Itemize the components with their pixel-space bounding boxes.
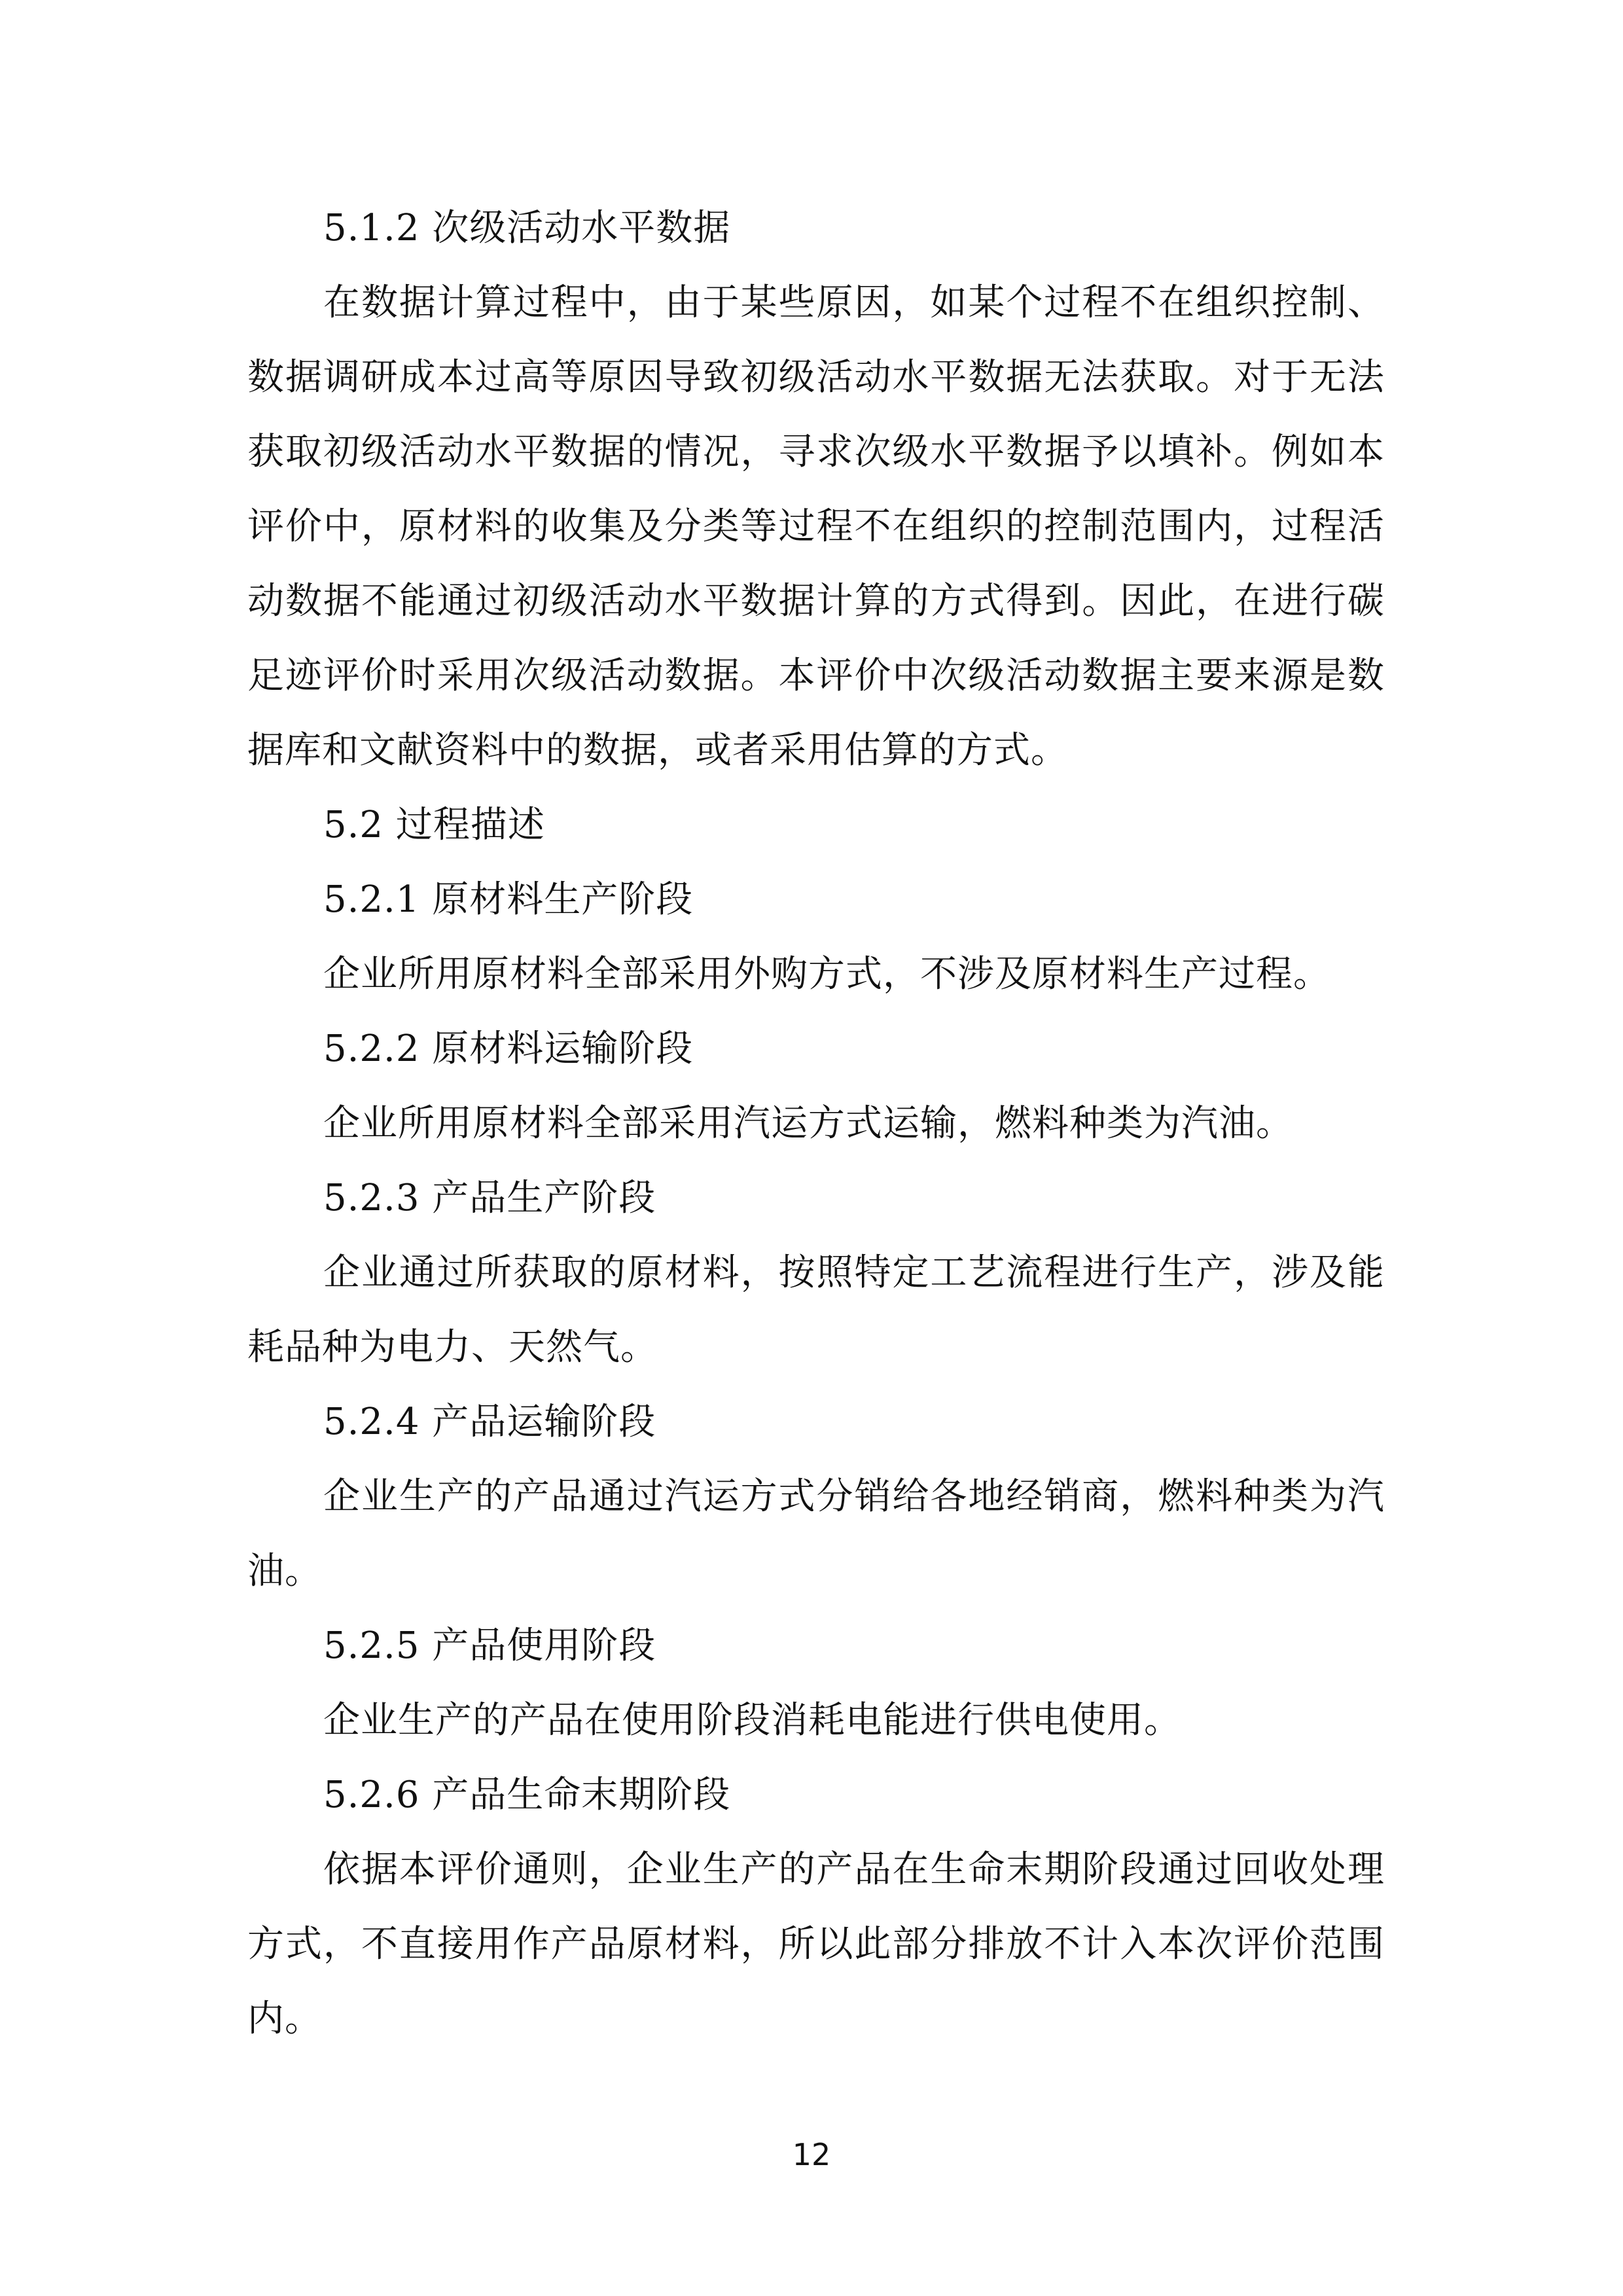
paragraph-product-use: 企业生产的产品在使用阶段消耗电能进行供电使用。 bbox=[323, 1699, 1181, 1742]
paragraph-end-of-life: 依据本评价通则，企业生产的产品在生命末期阶段通过回收处理方式，不直接用作产品原材料，所以此部分排放不计入本次评价范围内。 bbox=[247, 1848, 1385, 2040]
paragraph-raw-material-transport: 企业所用原材料全部采用汽运方式运输，燃料种类为汽油。 bbox=[323, 1102, 1293, 1145]
section-heading-5-2-5: 5.2.5 产品使用阶段 bbox=[323, 1624, 656, 1667]
paragraph-secondary-data: 在数据计算过程中，由于某些原因，如某个过程不在组织控制、数据调研成本过高等原因导致初级活动水平数据无法获取。对于无法获取初级活动水平数据的情况，寻求次级水平数据予以填补。例如本评价中，原材料的收集及分类等过程不在组织的控制范围内，过程活动数据不能通过初级活动水平数据计算的方式得到。因此，在进行碳足迹评价时采用次级活动数据。本评价中次级活动数据主要来源是数据库和文献资料中的数据，或者采用估算的方式。 bbox=[247, 281, 1385, 772]
section-heading-5-1-2: 5.1.2 次级活动水平数据 bbox=[323, 207, 731, 249]
section-heading-5-2-2: 5.2.2 原材料运输阶段 bbox=[323, 1028, 694, 1070]
paragraph-product-production: 企业通过所获取的原材料，按照特定工艺流程进行生产，涉及能耗品种为电力、天然气。 bbox=[247, 1251, 1385, 1369]
section-heading-5-2-6: 5.2.6 产品生命末期阶段 bbox=[323, 1774, 731, 1816]
page-body bbox=[247, 191, 1385, 2056]
section-heading-5-2-4: 5.2.4 产品运输阶段 bbox=[323, 1401, 656, 1443]
paragraph-raw-material-production: 企业所用原材料全部采用外购方式，不涉及原材料生产过程。 bbox=[323, 953, 1330, 996]
page-number: 12 bbox=[792, 2137, 831, 2172]
section-heading-5-2: 5.2 过程描述 bbox=[323, 804, 545, 846]
paragraph-product-transport: 企业生产的产品通过汽运方式分销给各地经销商，燃料种类为汽油。 bbox=[247, 1475, 1385, 1592]
section-heading-5-2-1: 5.2.1 原材料生产阶段 bbox=[323, 878, 694, 921]
section-heading-5-2-3: 5.2.3 产品生产阶段 bbox=[323, 1177, 656, 1219]
